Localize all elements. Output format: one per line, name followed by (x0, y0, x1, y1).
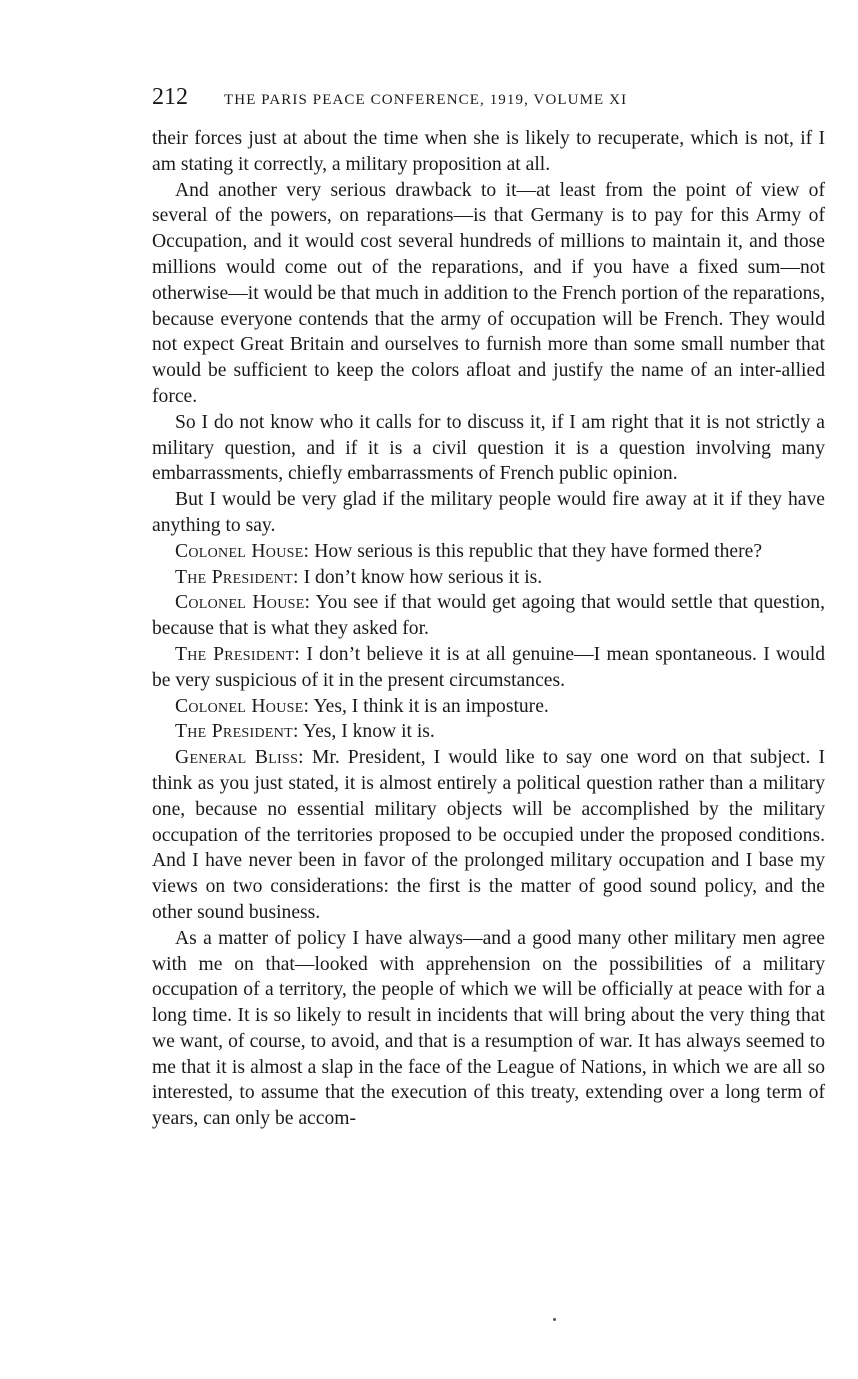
dialogue-paragraph (152, 719, 825, 745)
page-header (152, 84, 825, 118)
speech-text: You see if that would get agoing that would settle that question, because that is what they asked for. (152, 592, 825, 640)
speech-text: I don’t believe it is at all genuine—I mean spontaneous. I would be very suspicious of it in the present circumstances. (152, 643, 825, 691)
paragraph: their forces just at about the time when she is likely to recuperate, which is not, if I am stating it correctly, a military proposition at all. (152, 128, 825, 175)
paragraph: So I do not know who it calls for to discuss it, if I am right that it is not strictly a military question, and if it is a civil question it is a question involving many embarrassments, chiefly embarrassments of French public opinion. (152, 411, 825, 485)
page-number: 212 (152, 84, 188, 110)
speech-text: Yes, I know it is. (298, 721, 435, 743)
dialogue-paragraph (152, 745, 825, 926)
paragraph: As a matter of policy I have always—and a good many other military men agree with me on that—looked with apprehension on the possibilities of a military occupation of a territory, the people of which we will be officially at peace with for a long time. It is so likely to result in incidents that will bring about the very thing that we want, of course, to avoid, and that is a resumption of war. It has always seemed to me that it is almost a slap in the face of the League of Nations, in which we are all so interested, to assume that the execution of this treaty, extending over a long term of years, can only be accom- (152, 927, 825, 1130)
dialogue-paragraph (152, 694, 825, 720)
document-page (152, 84, 825, 1132)
speech-text: I don’t know how serious it is. (298, 566, 543, 588)
speaker-name: The President: (175, 721, 299, 743)
running-title: THE PARIS PEACE CONFERENCE, 1919, VOLUME XI (224, 92, 628, 108)
speech-text: How serious is this republic that they have formed there? (309, 540, 763, 562)
print-speck (553, 1318, 556, 1321)
dialogue-paragraph (152, 642, 825, 694)
speaker-name: The President: (175, 566, 299, 588)
paragraph: But I would be very glad if the military people would fire away at it if they have anything to say. (152, 489, 825, 536)
speaker-name: Colonel House: (175, 540, 310, 562)
speech-text: Yes, I think it is an imposture. (309, 695, 549, 717)
dialogue-paragraph (152, 590, 825, 642)
dialogue-paragraph (152, 539, 825, 565)
speaker-name: The President: (175, 643, 301, 665)
body-text (152, 126, 825, 1132)
speaker-name: General Bliss: (175, 747, 304, 769)
speaker-name: Colonel House: (175, 592, 311, 614)
dialogue-paragraph (152, 565, 825, 591)
speaker-name: Colonel House: (175, 695, 310, 717)
paragraph: And another very serious drawback to it—at least from the point of view of several of the powers, on reparations—is that Germany is to pay for this Army of Occupation, and it would cost several hundreds of millions to maintain it, and those millions would come out of the reparations, and if you have a fixed sum—not otherwise—it would be that much in addition to the French portion of the reparations, because everyone contends that the army of occupation will be French. They would not expect Great Britain and ourselves to furnish more than some small number that would be sufficient to keep the colors afloat and justify the name of an inter-allied force. (152, 179, 825, 407)
speech-text: Mr. President, I would like to say one word on that subject. I think as you just stated, it is almost entirely a political question rather than a military one, because no essential military objects will be accomplished by the military occupation of the territories proposed to be occupied under the proposed conditions. And I have never been in favor of the prolonged military occupation and I base my views on two considerations: the first is the matter of good sound policy, and the other sound business. (152, 747, 825, 923)
